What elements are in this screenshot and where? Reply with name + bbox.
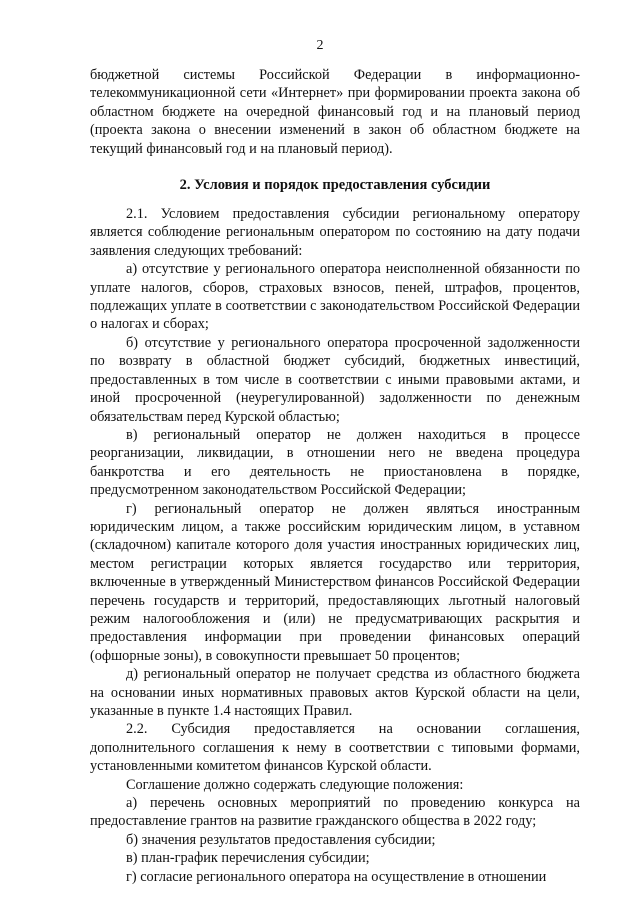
clause-2-2: 2.2. Субсидия предоставляется на основании соглашения, дополнительного соглашения к нему в соответствии с типовыми формами, установленными комитетом финансов Курской области. bbox=[90, 721, 580, 775]
clause-2-1: 2.1. Условием предоставления субсидии региональному оператору является соблюдение региональным оператором по состоянию на дату подачи заявления следующих требований: bbox=[90, 206, 580, 259]
agreement-item-a: а) перечень основных мероприятий по проведению конкурса на предоставление грантов на развитие гражданского общества в 2022 году; bbox=[90, 795, 580, 830]
section-title: 2. Условия и порядок предоставления субсидии bbox=[179, 177, 491, 194]
agreement-item-b: б) значения результатов предоставления субсидии; bbox=[126, 831, 436, 848]
document-body bbox=[90, 66, 580, 886]
intro-paragraph: бюджетной системы Российской Федерации в информационно-телекоммуникационной сети «Интернет» при формировании проекта закона об областном бюджете на очередной финансовый год и на плановый период (проекта закона о внесении изменений в закон об областном бюджете на текущий финансовый год и на плановый период). bbox=[90, 67, 580, 157]
agreement-item-g: г) согласие регионального оператора на осуществление в отношении bbox=[126, 868, 547, 885]
requirement-v: в) региональный оператор не должен находиться в процессе реорганизации, ликвидации, в отношении него не введена процедура банкротства и его деятельность не приостановлена в порядке, предусмотренном законодательством Российской Федерации; bbox=[90, 426, 580, 499]
requirement-g: г) региональный оператор не должен являться иностранным юридическим лицом, а также российским юридическим лицом, в уставном (складочном) капитале которого доля участия иностранных юридических лиц, местом регистрации которых является государство или территория, включенные в утвержденный Министерством финансов Российской Федерации перечень государств и территорий, предоставляющих льготный налоговый режим налогообложения и (или) не предусматривающих раскрытия и предоставления информации при проведении финансовых операций (офшорные зоны), в совокупности превышает 50 процентов; bbox=[90, 500, 580, 664]
requirement-a: а) отсутствие у регионального оператора неисполненной обязанности по уплате налогов, сборов, страховых взносов, пеней, штрафов, процентов, подлежащих уплате в соответствии с законодательством Российской Федерации о налогах и сборах; bbox=[90, 261, 580, 333]
agreement-item-v: в) план-график перечисления субсидии; bbox=[126, 850, 370, 867]
agreement-intro: Соглашение должно содержать следующие положения: bbox=[126, 776, 464, 793]
page-number: 2 bbox=[316, 38, 324, 53]
requirement-d: д) региональный оператор не получает средства из областного бюджета на основании иных нормативных правовых актов Курской области на цели, указанные в пункте 1.4 настоящих Правил. bbox=[90, 666, 580, 719]
requirement-b: б) отсутствие у регионального оператора просроченной задолженности по возврату в областной бюджет субсидий, бюджетных инвестиций, предоставленных в том числе в соответствии с иными правовыми актами, и иной просроченной (неурегулированной) задолженности по денежным обязательствам перед Курской областью; bbox=[90, 334, 580, 425]
